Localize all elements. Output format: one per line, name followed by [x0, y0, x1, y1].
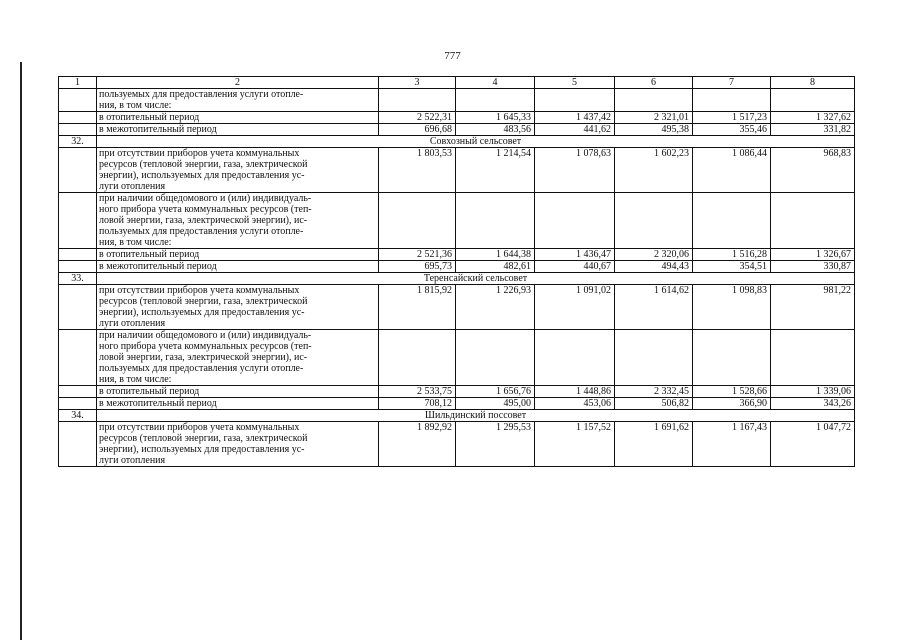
- value-cell: 695,73: [379, 261, 456, 273]
- row-description: в отопительный период: [97, 112, 379, 124]
- value-cell: 1 691,62: [615, 422, 693, 467]
- value-cell: 1 614,62: [615, 285, 693, 330]
- value-cell: 1 815,92: [379, 285, 456, 330]
- value-cell: 1 645,33: [456, 112, 535, 124]
- value-cell: 1 167,43: [693, 422, 771, 467]
- value-cell: 1 656,76: [456, 386, 535, 398]
- table-row: [59, 249, 855, 261]
- value-cell: 440,67: [535, 261, 615, 273]
- value-cell: 1 516,28: [693, 249, 771, 261]
- value-cell: 2 533,75: [379, 386, 456, 398]
- value-cell: 482,61: [456, 261, 535, 273]
- empty-cell: [771, 89, 855, 112]
- value-cell: 1 086,44: [693, 148, 771, 193]
- row-description: в межотопительный период: [97, 124, 379, 136]
- table-row: [59, 330, 855, 386]
- value-cell: 1 078,63: [535, 148, 615, 193]
- value-cell: 2 521,36: [379, 249, 456, 261]
- row-number-cell: [59, 386, 97, 398]
- empty-cell: [456, 193, 535, 249]
- value-cell: 2 332,45: [615, 386, 693, 398]
- value-cell: 1 047,72: [771, 422, 855, 467]
- value-cell: 1 644,38: [456, 249, 535, 261]
- table-row: [59, 386, 855, 398]
- value-cell: 441,62: [535, 124, 615, 136]
- row-number-cell: [59, 193, 97, 249]
- table-body: [59, 77, 855, 467]
- section-number: 34.: [59, 410, 97, 422]
- value-cell: 1 226,93: [456, 285, 535, 330]
- row-description: при наличии общедомового и (или) индивидуаль- ного прибора учета коммунальных ресурсов (теп- ловой энергии, газа, электрической энергии), ис- пользуемых для предоставления услуги отопле- ния, в том числе:: [97, 330, 379, 386]
- value-cell: 355,46: [693, 124, 771, 136]
- value-cell: 1 892,92: [379, 422, 456, 467]
- value-cell: 1 326,67: [771, 249, 855, 261]
- row-description: пользуемых для предоставления услуги отопле- ния, в том числе:: [97, 89, 379, 112]
- empty-cell: [535, 89, 615, 112]
- header-cell: 5: [535, 77, 615, 89]
- header-cell: 8: [771, 77, 855, 89]
- empty-cell: [456, 89, 535, 112]
- value-cell: 1 327,62: [771, 112, 855, 124]
- value-cell: 331,82: [771, 124, 855, 136]
- empty-cell: [456, 330, 535, 386]
- table-row: [59, 261, 855, 273]
- row-number-cell: [59, 89, 97, 112]
- table-row: [59, 193, 855, 249]
- row-description: в отопительный период: [97, 249, 379, 261]
- empty-cell: [693, 330, 771, 386]
- empty-cell: [615, 193, 693, 249]
- header-cell: 3: [379, 77, 456, 89]
- value-cell: 1 091,02: [535, 285, 615, 330]
- row-description: при отсутствии приборов учета коммунальных ресурсов (тепловой энергии, газа, электрической энергии), используемых для предоставления ус- луги отопления: [97, 285, 379, 330]
- header-cell: 4: [456, 77, 535, 89]
- table-row: [59, 422, 855, 467]
- value-cell: 2 321,01: [615, 112, 693, 124]
- empty-cell: [771, 193, 855, 249]
- row-description: при отсутствии приборов учета коммунальных ресурсов (тепловой энергии, газа, электрической энергии), используемых для предоставления ус- луги отопления: [97, 422, 379, 467]
- row-number-cell: [59, 330, 97, 386]
- empty-cell: [615, 330, 693, 386]
- value-cell: 1 157,52: [535, 422, 615, 467]
- value-cell: 1 448,86: [535, 386, 615, 398]
- value-cell: 2 320,06: [615, 249, 693, 261]
- value-cell: 2 522,31: [379, 112, 456, 124]
- value-cell: 1 436,47: [535, 249, 615, 261]
- section-row: [59, 136, 855, 148]
- row-number-cell: [59, 398, 97, 410]
- empty-cell: [379, 89, 456, 112]
- empty-cell: [379, 330, 456, 386]
- section-title: Теренсайский сельсовет: [97, 273, 855, 285]
- header-cell: 1: [59, 77, 97, 89]
- tariff-table: [58, 76, 855, 467]
- scan-edge-line: [20, 62, 22, 640]
- value-cell: 483,56: [456, 124, 535, 136]
- row-description: при наличии общедомового и (или) индивидуаль- ного прибора учета коммунальных ресурсов (теп- ловой энергии, газа, электрической энергии), ис- пользуемых для предоставления услуги отопле- ния, в том числе:: [97, 193, 379, 249]
- value-cell: 1 528,66: [693, 386, 771, 398]
- empty-cell: [615, 89, 693, 112]
- table-row: [59, 112, 855, 124]
- row-number-cell: [59, 124, 97, 136]
- value-cell: 506,82: [615, 398, 693, 410]
- value-cell: 354,51: [693, 261, 771, 273]
- value-cell: 1 295,53: [456, 422, 535, 467]
- section-title: Совхозный сельсовет: [97, 136, 855, 148]
- row-number-cell: [59, 249, 97, 261]
- section-row: [59, 410, 855, 422]
- row-description: при отсутствии приборов учета коммунальных ресурсов (тепловой энергии, газа, электрической энергии), используемых для предоставления ус- луги отопления: [97, 148, 379, 193]
- value-cell: 495,38: [615, 124, 693, 136]
- value-cell: 366,90: [693, 398, 771, 410]
- value-cell: 1 437,42: [535, 112, 615, 124]
- value-cell: 343,26: [771, 398, 855, 410]
- empty-cell: [693, 89, 771, 112]
- row-number-cell: [59, 422, 97, 467]
- header-cell: 6: [615, 77, 693, 89]
- table-row: [59, 148, 855, 193]
- header-cell: 2: [97, 77, 379, 89]
- value-cell: 1 602,23: [615, 148, 693, 193]
- empty-cell: [379, 193, 456, 249]
- table-row: [59, 89, 855, 112]
- row-description: в отопительный период: [97, 386, 379, 398]
- value-cell: 968,83: [771, 148, 855, 193]
- empty-cell: [693, 193, 771, 249]
- value-cell: 1 339,06: [771, 386, 855, 398]
- section-number: 33.: [59, 273, 97, 285]
- value-cell: 696,68: [379, 124, 456, 136]
- value-cell: 981,22: [771, 285, 855, 330]
- section-title: Шильдинский поссовет: [97, 410, 855, 422]
- value-cell: 1 098,83: [693, 285, 771, 330]
- empty-cell: [535, 330, 615, 386]
- value-cell: 494,43: [615, 261, 693, 273]
- header-cell: 7: [693, 77, 771, 89]
- table-row: [59, 124, 855, 136]
- row-number-cell: [59, 285, 97, 330]
- table-header-row: [59, 77, 855, 89]
- value-cell: 453,06: [535, 398, 615, 410]
- value-cell: 1 803,53: [379, 148, 456, 193]
- value-cell: 330,87: [771, 261, 855, 273]
- value-cell: 495,00: [456, 398, 535, 410]
- empty-cell: [535, 193, 615, 249]
- table-row: [59, 285, 855, 330]
- row-number-cell: [59, 148, 97, 193]
- value-cell: 1 517,23: [693, 112, 771, 124]
- section-row: [59, 273, 855, 285]
- section-number: 32.: [59, 136, 97, 148]
- page-number: 777: [444, 50, 461, 62]
- row-number-cell: [59, 112, 97, 124]
- empty-cell: [771, 330, 855, 386]
- row-description: в межотопительный период: [97, 261, 379, 273]
- table-row: [59, 398, 855, 410]
- row-number-cell: [59, 261, 97, 273]
- value-cell: 708,12: [379, 398, 456, 410]
- value-cell: 1 214,54: [456, 148, 535, 193]
- row-description: в межотопительный период: [97, 398, 379, 410]
